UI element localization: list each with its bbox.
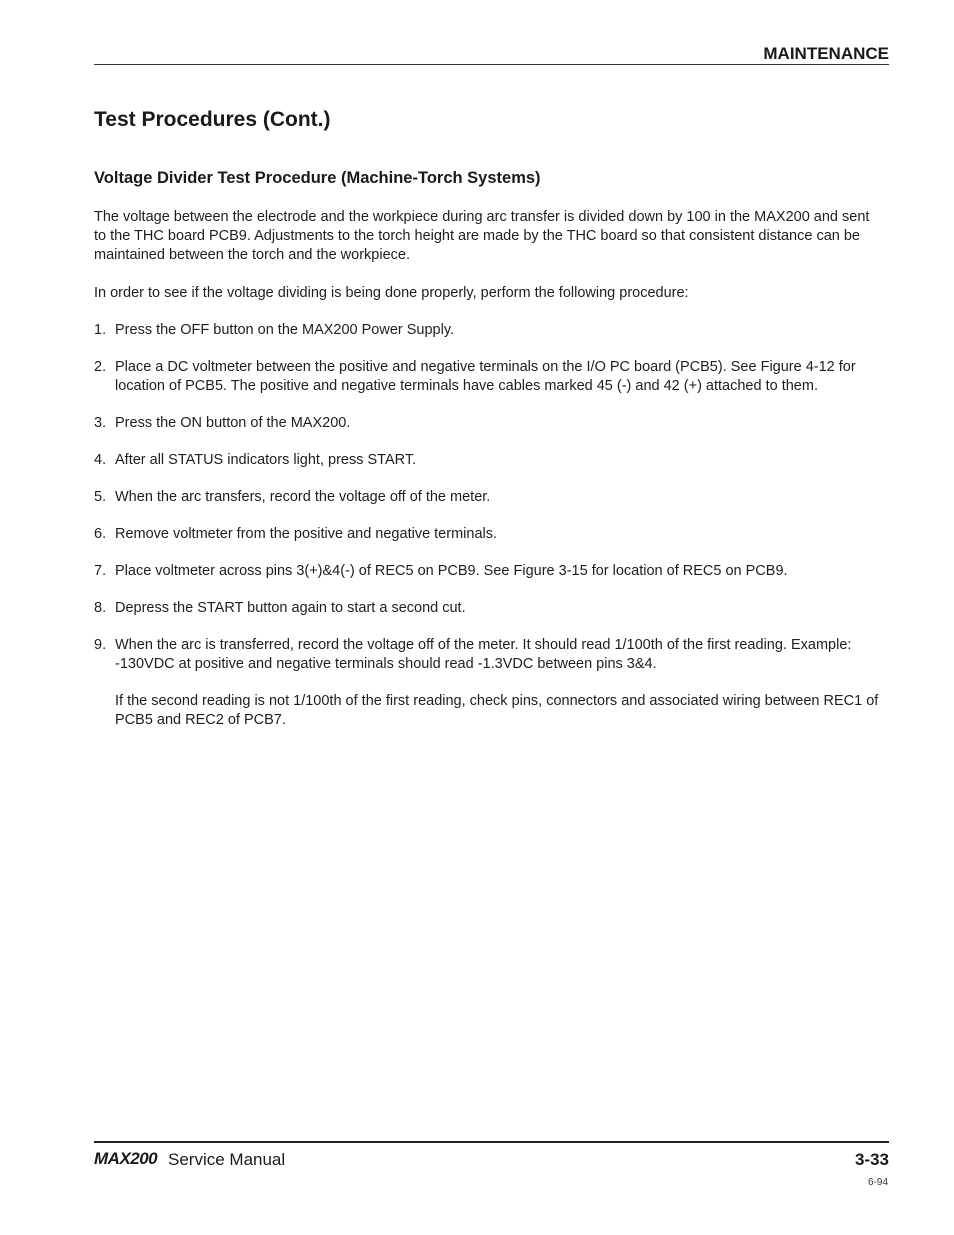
step-item [94,358,884,396]
revision-date: 6-94 [867,1177,888,1188]
step-number: 3. [94,415,107,431]
step-item [94,451,884,470]
step-9-text: When the arc is transferred, record the voltage off of the meter. It should read 1/100th of the first reading. Example: -130VDC at positive and negative terminals should read -1.3VDC between pins 3&4. [115,637,852,672]
step-item [94,599,884,618]
page-number: 3-33 [854,1150,889,1169]
step-item [94,488,884,507]
step-text: Place a DC voltmeter between the positive and negative terminals on the I/O PC board (PCB5). See Figure 4-12 for location of PCB5. The positive and negative terminals have cables marked 45 (-) and 42 (+) attached to them. [115,359,856,394]
step-text: After all STATUS indicators light, press START. [115,452,417,468]
step-text: Press the OFF button on the MAX200 Power Supply. [115,322,455,338]
footer-divider [94,1141,889,1143]
product-name: MAX200 [94,1149,158,1168]
step-number: 9. [94,637,107,653]
step-number: 2. [94,359,107,375]
step-text: Press the ON button of the MAX200. [115,415,351,431]
step-9-note: If the second reading is not 1/100th of the first reading, check pins, connectors and associated wiring between REC1 of PCB5 and REC2 of PCB7. [115,693,879,728]
step-text: Place voltmeter across pins 3(+)&4(-) of REC5 on PCB9. See Figure 3-15 for location of REC5 on PCB9. [115,563,788,579]
step-number: 1. [94,322,107,338]
step-text: Remove voltmeter from the positive and negative terminals. [115,526,498,542]
intro-paragraph: The voltage between the electrode and the workpiece during arc transfer is divided down by 100 in the MAX200 and sent to the THC board PCB9. Adjustments to the torch height are made by the THC board so that consistent distance can be maintained between the torch and the workpiece. [94,209,870,263]
step-item [94,525,884,544]
step-item [94,321,884,340]
section-label: MAINTENANCE [763,44,889,63]
step-item [94,414,884,433]
procedure-intro: In order to see if the voltage dividing is being done properly, perform the following procedure: [94,285,689,301]
step-item [94,562,884,581]
section-subtitle: Voltage Divider Test Procedure (Machine-Torch Systems) [94,169,541,187]
step-text: Depress the START button again to start a second cut. [115,600,466,616]
step-text: When the arc transfers, record the voltage off of the meter. [115,489,491,505]
header-divider [94,64,889,65]
step-number: 4. [94,452,107,468]
step-number: 7. [94,563,107,579]
step-item [94,636,884,730]
manual-label: Service Manual [168,1150,286,1169]
page-title: Test Procedures (Cont.) [94,108,331,131]
step-number: 6. [94,526,107,542]
procedure-steps [94,321,884,748]
step-number: 8. [94,600,107,616]
step-text [115,636,884,730]
step-number: 5. [94,489,107,505]
